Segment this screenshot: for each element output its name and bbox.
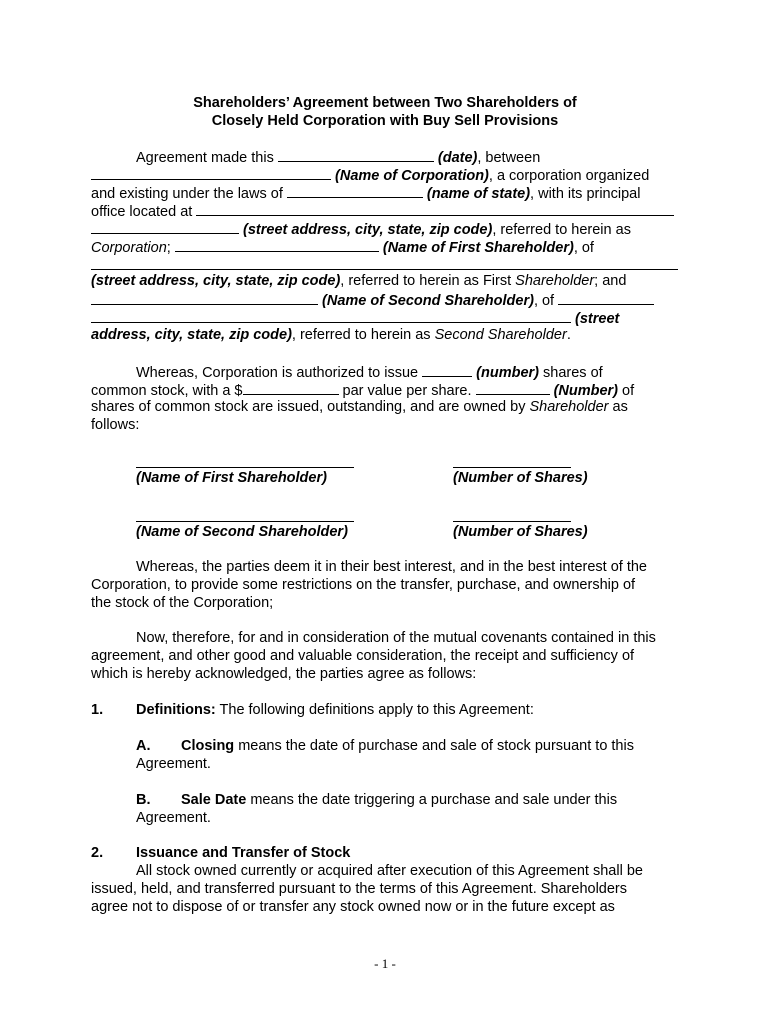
- office-address-blank: [196, 201, 674, 216]
- p2-line-4: follows:: [91, 417, 140, 433]
- definition-b-text-2: Agreement.: [136, 810, 211, 826]
- first-shareholder-label: (Name of First Shareholder): [136, 470, 327, 486]
- section-2-line-2: issued, held, and transferred pursuant to the terms of this Agreement. Shareholders: [91, 881, 627, 897]
- p1-line-5: (street address, city, state, zip code), referred to herein as: [91, 219, 631, 239]
- definition-a-text-2: Agreement.: [136, 756, 211, 772]
- p1-line-9: (street: [91, 308, 619, 328]
- p1-line-8: (Name of Second Shareholder), of: [91, 290, 654, 310]
- p1-line-4: office located at: [91, 201, 674, 221]
- doc-title-line-1: Shareholders’ Agreement between Two Shareholders of: [193, 95, 577, 111]
- second-shareholder-signature-line: [136, 521, 354, 522]
- section-1-heading: Definitions: The following definitions apply to this Agreement:: [136, 702, 534, 718]
- definition-a-text: Closing means the date of purchase and sale of stock pursuant to this: [181, 738, 634, 754]
- p1-line-3: and existing under the laws of (name of state), with its principal: [91, 183, 640, 203]
- issued-shares-blank: [476, 380, 550, 395]
- p1-line-10: address, city, state, zip code), referred to herein as Second Shareholder.: [91, 327, 571, 343]
- p3-line-3: the stock of the Corporation;: [91, 595, 274, 611]
- p4-line-2: agreement, and other good and valuable consideration, the receipt and sufficiency of: [91, 648, 635, 664]
- definition-b-text: Sale Date means the date triggering a purchase and sale under this: [181, 792, 618, 808]
- p2-line-3: shares of common stock are issued, outstanding, and are owned by Shareholder as: [91, 399, 628, 415]
- p1-line-7: (street address, city, state, zip code), referred to herein as First Shareholder; and: [91, 273, 627, 289]
- second-shares-label: (Number of Shares): [453, 524, 588, 540]
- first-shareholder-name-blank: [175, 237, 379, 252]
- corporation-name-blank: [91, 165, 331, 180]
- p1-line-1: Agreement made this (date), between: [136, 147, 540, 167]
- p4-line-1: Now, therefore, for and in consideration of the mutual covenants contained in this: [136, 630, 656, 646]
- definition-b-letter: B.: [136, 792, 151, 808]
- date-blank: [278, 147, 434, 162]
- doc-title-line-2: Closely Held Corporation with Buy Sell Provisions: [211, 113, 559, 129]
- second-shares-line: [453, 521, 571, 522]
- p2-line-1: Whereas, Corporation is authorized to issue (number) shares of: [136, 362, 603, 382]
- second-shareholder-address-blank-1: [558, 290, 654, 305]
- first-shares-label: (Number of Shares): [453, 470, 588, 486]
- first-shareholder-signature-line: [136, 467, 354, 468]
- p1-line-2: (Name of Corporation), a corporation organized: [91, 165, 649, 185]
- authorized-shares-blank: [422, 362, 472, 377]
- p2-line-2: common stock, with a $ par value per share. (Number) of: [91, 380, 634, 400]
- p3-line-1: Whereas, the parties deem it in their best interest, and in the best interest of the: [136, 559, 647, 575]
- par-value-blank: [243, 380, 339, 395]
- corporation-address-blank: [91, 219, 239, 234]
- page-number: - 1 -: [374, 956, 396, 971]
- second-shareholder-name-blank: [91, 290, 318, 305]
- section-2-line-3: agree not to dispose of or transfer any stock owned now or in the future except as: [91, 899, 615, 915]
- section-1-number: 1.: [91, 702, 104, 718]
- second-shareholder-address-blank-2: [91, 308, 571, 323]
- second-shareholder-label: (Name of Second Shareholder): [136, 524, 348, 540]
- section-2-line-1: All stock owned currently or acquired after execution of this Agreement shall be: [136, 863, 643, 879]
- section-2-heading: Issuance and Transfer of Stock: [136, 845, 351, 861]
- definition-a-letter: A.: [136, 738, 151, 754]
- p4-line-3: which is hereby acknowledged, the parties agree as follows:: [91, 666, 477, 682]
- first-shares-line: [453, 467, 571, 468]
- p1-line-6: Corporation; (Name of First Shareholder), of: [91, 237, 594, 257]
- section-2-number: 2.: [91, 845, 104, 861]
- state-blank: [287, 183, 423, 198]
- first-shareholder-address-blank: [91, 269, 678, 270]
- p3-line-2: Corporation, to provide some restrictions on the transfer, purchase, and ownership of: [91, 577, 636, 593]
